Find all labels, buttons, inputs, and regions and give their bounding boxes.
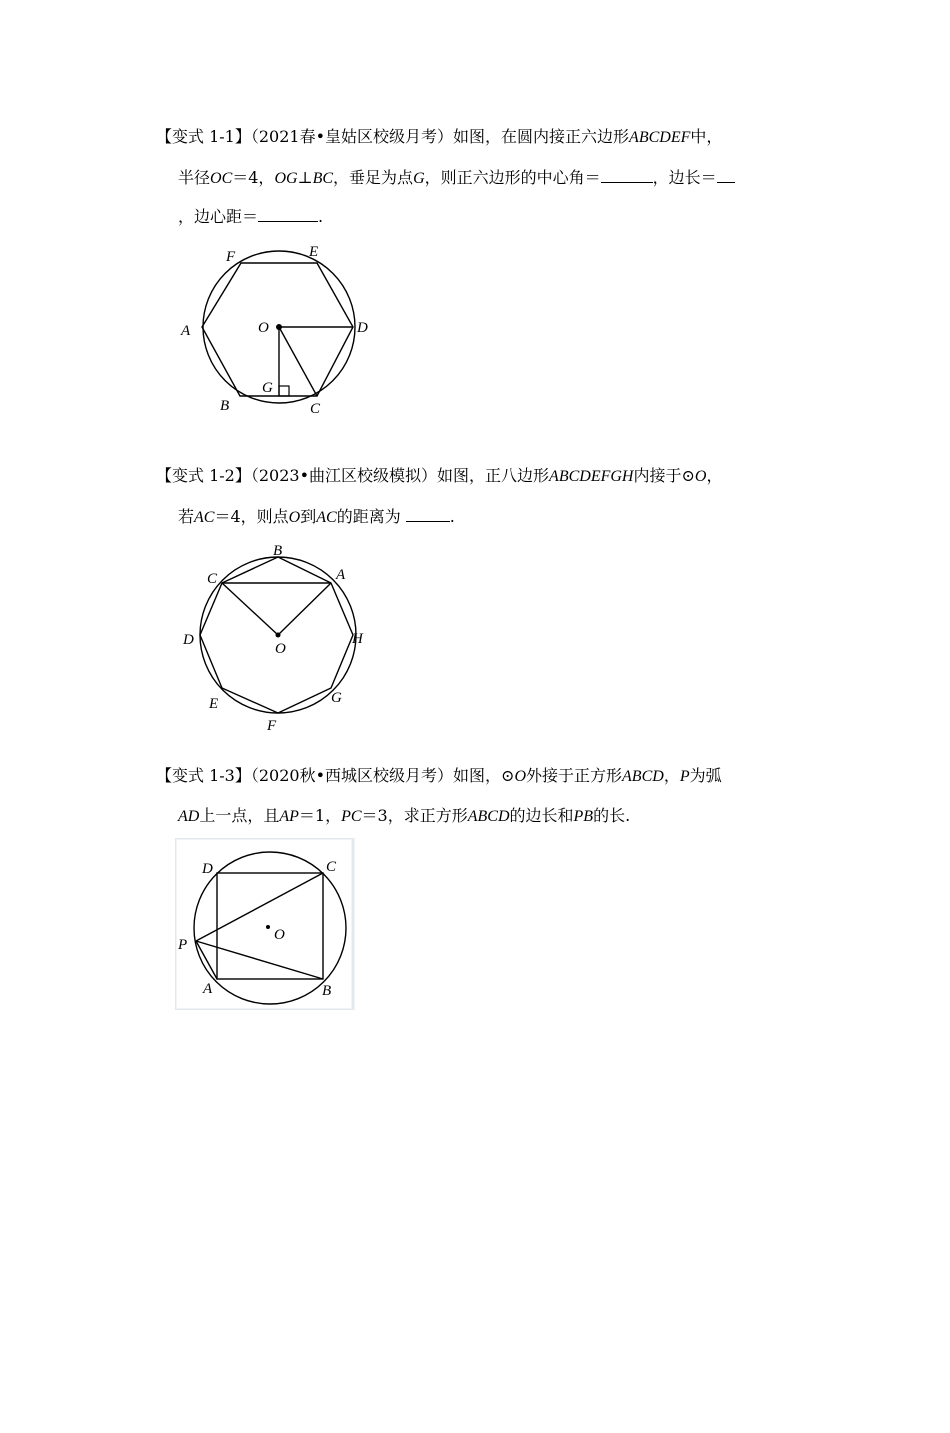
label-b: B bbox=[322, 983, 332, 999]
center-point bbox=[276, 324, 282, 330]
square-name: ABCD bbox=[622, 768, 664, 785]
var-g: G bbox=[413, 170, 425, 187]
answer-blank-side-length[interactable] bbox=[717, 167, 735, 183]
var-o: O bbox=[514, 768, 527, 785]
label-c: C bbox=[207, 571, 218, 587]
square-figure bbox=[175, 838, 355, 1010]
perp-symbol: ⊥ bbox=[297, 168, 313, 187]
text: ＝3，求正方形 bbox=[361, 806, 468, 825]
right-angle-mark bbox=[279, 386, 289, 396]
segment-co bbox=[222, 583, 278, 635]
label-e: E bbox=[209, 696, 219, 712]
label-o: O bbox=[274, 927, 285, 943]
var-o: O bbox=[694, 468, 707, 485]
var-p: P bbox=[679, 768, 690, 785]
text: 若 bbox=[178, 507, 195, 526]
text: ＝4， bbox=[232, 168, 275, 187]
hexagon-figure bbox=[176, 238, 386, 418]
text: ，则正六边形的中心角＝ bbox=[424, 168, 601, 187]
label-d: D bbox=[183, 632, 194, 648]
segment-pc bbox=[196, 873, 323, 941]
text: 如图，正八边形 bbox=[437, 466, 550, 485]
text: 半径 bbox=[178, 168, 211, 187]
text: 的边长和 bbox=[509, 806, 574, 825]
label-a: A bbox=[181, 323, 191, 339]
var-o: O bbox=[288, 509, 301, 526]
problem-2-line-2 bbox=[178, 506, 455, 528]
problem-2-source: （2023•曲江区校级模拟） bbox=[250, 466, 438, 485]
label-b: B bbox=[273, 543, 283, 559]
segment-pb bbox=[196, 941, 323, 979]
text: 内接于⊙ bbox=[633, 466, 695, 485]
var-bc: BC bbox=[312, 170, 334, 187]
text: 如图，⊙ bbox=[453, 766, 515, 785]
label-e: E bbox=[309, 244, 319, 260]
var-ac: AC bbox=[194, 509, 215, 526]
text: ＝1， bbox=[298, 806, 342, 825]
answer-blank-distance[interactable] bbox=[406, 506, 450, 522]
problem-3-tag: 【变式 1-3】 bbox=[156, 766, 251, 785]
label-o: O bbox=[275, 641, 286, 657]
answer-blank-central-angle[interactable] bbox=[601, 167, 653, 183]
text: 的距离为 bbox=[336, 507, 401, 526]
label-g: G bbox=[331, 690, 342, 706]
var-oc: OC bbox=[210, 170, 233, 187]
var-ap: AP bbox=[279, 808, 299, 825]
text: ＝4，则点 bbox=[214, 507, 289, 526]
label-o: O bbox=[258, 320, 269, 336]
label-g: G bbox=[262, 380, 273, 396]
segment-ao bbox=[278, 583, 331, 635]
problem-1-source: （2021春•皇姑区校级月考） bbox=[250, 127, 454, 146]
var-pc: PC bbox=[341, 808, 362, 825]
text: 上一点，且 bbox=[199, 806, 280, 825]
text: 到 bbox=[300, 507, 317, 526]
problem-1-line-1 bbox=[156, 127, 722, 148]
text: 外接于正方形 bbox=[526, 766, 623, 785]
text: 为弧 bbox=[689, 766, 722, 785]
var-ad: AD bbox=[178, 808, 200, 825]
label-c: C bbox=[326, 859, 337, 875]
problem-1-text-end: 中， bbox=[690, 127, 723, 146]
label-c: C bbox=[310, 401, 321, 417]
label-d: D bbox=[202, 861, 213, 877]
text: ， bbox=[706, 466, 723, 485]
problem-3-line-2 bbox=[178, 806, 630, 827]
label-f: F bbox=[226, 249, 236, 265]
label-a: A bbox=[336, 567, 346, 583]
center-point bbox=[276, 633, 281, 638]
octagon-name: ABCDEFGH bbox=[549, 468, 634, 485]
text: . bbox=[318, 207, 324, 226]
label-b: B bbox=[220, 398, 230, 414]
problem-1-line-2 bbox=[178, 167, 735, 189]
text: ， bbox=[663, 766, 680, 785]
answer-blank-apothem[interactable] bbox=[258, 206, 318, 222]
problem-1-line-3 bbox=[178, 206, 323, 227]
var-pb: PB bbox=[573, 808, 594, 825]
label-f: F bbox=[267, 718, 277, 734]
hexagon-name: ABCDEF bbox=[629, 129, 691, 146]
var-og: OG bbox=[274, 170, 298, 187]
problem-2-line-1 bbox=[156, 466, 722, 487]
text: . bbox=[449, 507, 455, 526]
problem-2-tag: 【变式 1-2】 bbox=[156, 466, 251, 485]
label-d: D bbox=[357, 320, 368, 336]
problem-3-source: （2020秋•西城区校级月考） bbox=[250, 766, 454, 785]
text: ，垂足为点 bbox=[333, 168, 414, 187]
problem-3-line-1 bbox=[156, 766, 722, 787]
label-h: H bbox=[352, 631, 363, 647]
square-name: ABCD bbox=[467, 808, 510, 825]
problem-1-text: 如图，在圆内接正六边形 bbox=[453, 127, 630, 146]
center-point bbox=[266, 925, 270, 929]
text: 的长. bbox=[593, 806, 631, 825]
problem-1-tag: 【变式 1-1】 bbox=[156, 127, 251, 146]
var-ac: AC bbox=[316, 509, 337, 526]
label-a: A bbox=[203, 981, 213, 997]
text: ，边心距＝ bbox=[178, 207, 259, 226]
text: ，边长＝ bbox=[652, 168, 717, 187]
label-p: P bbox=[178, 937, 188, 953]
octagon-figure bbox=[178, 540, 378, 735]
